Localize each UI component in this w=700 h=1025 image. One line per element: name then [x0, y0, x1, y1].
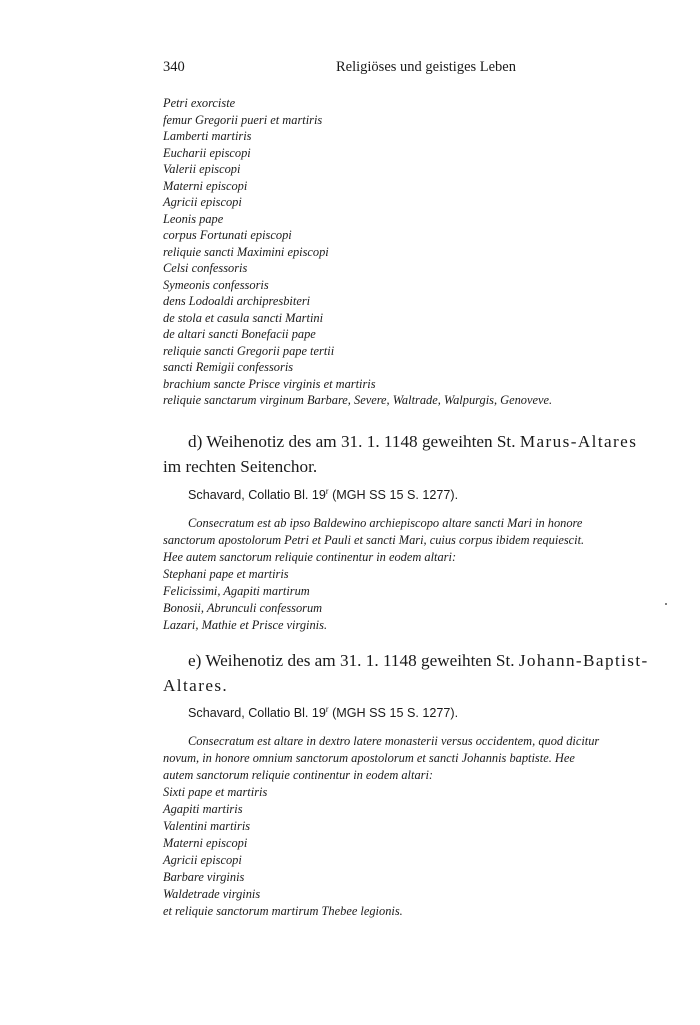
relic-entry: Materni episcopi: [163, 178, 248, 193]
section-e-source: [188, 705, 668, 720]
section-e-heading-text: e) Weihenotiz des am 31. 1. 1148 geweihten St.: [188, 651, 515, 670]
relic-entry: Sixti pape et martiris: [163, 785, 268, 799]
relic-entry: Agricii episcopi: [163, 853, 242, 867]
source-edition: (MGH SS 15 S. 1277).: [328, 706, 459, 721]
relic-entry: Agapiti martiris: [163, 802, 243, 816]
source-edition: (MGH SS 15 S. 1277).: [328, 488, 459, 503]
relic-entry: Barbare virginis: [163, 870, 245, 884]
relic-entry: Waldetrade virginis: [163, 887, 261, 901]
text-line: autem sanctorum reliquie continentur in eodem altari:: [163, 768, 434, 782]
relic-entry: sancti Remigii confessoris: [163, 360, 294, 374]
relic-entry: Lamberti martiris: [163, 129, 252, 143]
relic-entry: Petri exorciste: [163, 96, 236, 110]
section-e-altar-name: Johann-Baptist-: [518, 651, 649, 670]
relic-entry: Stephani pape et martiris: [163, 567, 289, 581]
text-line: Consecratum est altare in dextro latere monasterii versus occidentem, quod dicitur: [188, 734, 600, 748]
relic-entry: dens Lodoaldi archipresbiteri: [163, 294, 311, 308]
section-d-heading: [163, 429, 671, 479]
relic-entry: Leonis pape: [163, 211, 224, 226]
section-e-heading: [163, 648, 671, 698]
relic-entry: Eucharii episcopi: [163, 145, 251, 160]
relic-entry: Valentini martiris: [163, 819, 251, 833]
section-e-heading-line1: [163, 648, 671, 673]
text-line: novum, in honore omnium sanctorum apostolorum et sancti Johannis baptiste. Hee: [163, 751, 575, 765]
relic-entry: Felicissimi, Agapiti martirum: [163, 584, 310, 598]
relic-entry: Materni episcopi: [163, 836, 248, 850]
relic-list-top: [163, 95, 683, 409]
section-d-heading-text: d) Weihenotiz des am 31. 1. 1148 geweihten St.: [188, 432, 516, 451]
relic-entry: Lazari, Mathie et Prisce virginis.: [163, 618, 328, 632]
relic-entry: femur Gregorii pueri et martiris: [163, 112, 323, 127]
relic-entry: Bonosii, Abrunculi confessorum: [163, 601, 323, 615]
section-d-heading-line2: im rechten Seitenchor.: [163, 457, 318, 476]
relic-entry: de altari sancti Bonefacii pape: [163, 327, 316, 341]
section-e-heading-line2: Altares.: [163, 676, 229, 695]
source-text: Schavard, Collatio Bl. 19: [188, 706, 326, 721]
relic-entry: et reliquie sanctorum martirum Thebee legionis.: [163, 904, 403, 918]
print-speck: [665, 603, 667, 605]
section-e-text: [163, 733, 669, 920]
relic-entry: corpus Fortunati episcopi: [163, 228, 292, 242]
relic-entry: Symeonis confessoris: [163, 277, 269, 292]
relic-entry: reliquie sancti Gregorii pape tertii: [163, 343, 335, 358]
text-line: Consecratum est ab ipso Baldewino archiepiscopo altare sancti Mari in honore: [188, 516, 583, 530]
section-d-source: [188, 487, 668, 502]
folio-recto-marker: r: [325, 705, 329, 714]
relic-entry: Valerii episcopi: [163, 162, 241, 176]
folio-recto-marker: r: [325, 487, 329, 496]
section-d-heading-line1: [163, 429, 671, 454]
section-d-altar-name: Marus-Altares: [519, 432, 638, 451]
relic-entry: reliquie sancti Maximini episcopi: [163, 244, 329, 259]
relic-entry: Celsi confessoris: [163, 261, 248, 275]
page-number: 340: [163, 59, 185, 75]
running-head: [163, 59, 669, 79]
relic-entry: brachium sancte Prisce virginis et martiris: [163, 376, 376, 391]
source-text: Schavard, Collatio Bl. 19: [188, 488, 326, 503]
relic-entry: reliquie sanctarum virginum Barbare, Severe, Waltrade, Walpurgis, Genoveve.: [163, 393, 553, 407]
text-line: Hee autem sanctorum reliquie continentur in eodem altari:: [163, 550, 457, 564]
relic-entry: Agricii episcopi: [163, 195, 242, 209]
section-d-text: [163, 515, 669, 634]
running-title: Religiöses und geistiges Leben: [335, 59, 516, 75]
text-line: sanctorum apostolorum Petri et Pauli et sancti Mari, cuius corpus ibidem requiescit.: [163, 533, 585, 547]
relic-entry: de stola et casula sancti Martini: [163, 310, 324, 325]
